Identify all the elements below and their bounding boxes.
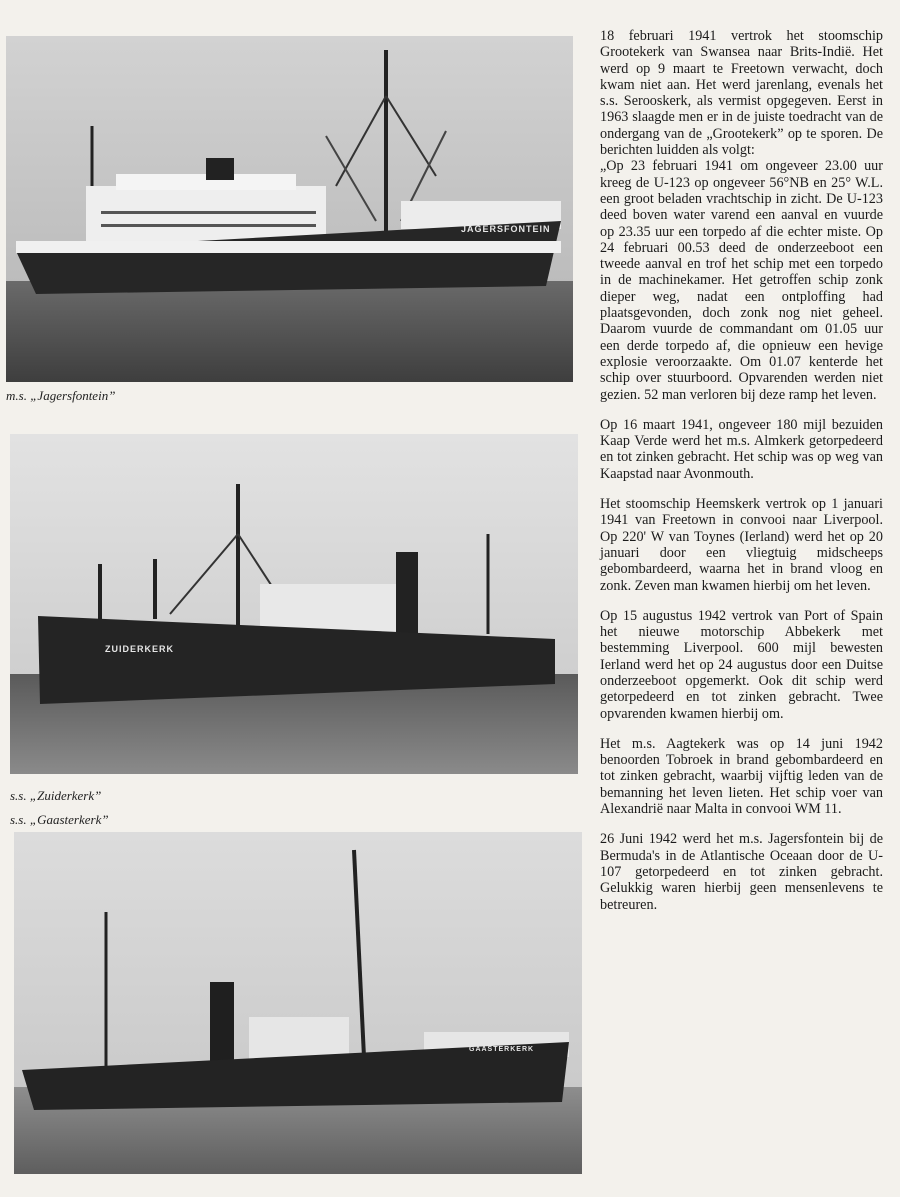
photo-jagersfontein (6, 36, 573, 382)
ship-illustration-gaasterkerk (14, 832, 582, 1174)
paragraph-aagtekerk: Het m.s. Aagtekerk was op 14 juni 1942 benoorden Tobroek in brand gebombardeerd en tot zinken gebracht, waarbij vijftig leden van de bemanning het leven lieten. Het schip voer van Alexandrië naar Malta in convooi WM 11. (600, 735, 883, 818)
article-text (600, 28, 883, 927)
caption-zuiderkerk: s.s. „Zuiderkerk” (10, 788, 102, 803)
paragraph-heemskerk: Het stoomschip Heemskerk vertrok op 1 januari 1941 van Freetown in convooi naar Liverpool. Op 220' W van Toynes (Ierland) werd het op 20 januari door een vliegtuig midscheeps gebombardeerd, waarna het in brand vloog en zonk. Zeven man kwamen hierbij om het leven. (600, 496, 883, 594)
photo-zuiderkerk (10, 434, 578, 774)
paragraph-grootekerk: 18 februari 1941 vertrok het stoomschip Grootekerk van Swansea naar Brits-Indië. Het werd op 9 maart te Freetown verwacht, doch kwam niet aan. Het werd jarenlang, evenals het s.s. Serooskerk, als vermist opgegeven. Eerst in 1963 slaagde men er in de juiste toedracht van de ondergang van de „Grootekerk” op te sporen. De berichten luidden als volgt: (600, 28, 883, 159)
photo-gaasterkerk (14, 832, 582, 1174)
hull-name-gaasterkerk: GAASTERKERK (469, 1046, 535, 1053)
ship-illustration-jagersfontein (6, 36, 573, 382)
paragraph-abbekerk: Op 15 augustus 1942 vertrok van Port of Spain het nieuwe motorschip Abbekerk met bestemming Liverpool. 600 mijl bewesten Ierland werd het op 24 augustus door een Duitse onderzeeboot opgemerkt. Ook dit schip werd getorpedeerd en tot zinken gebracht. Twee opvarenden kwamen hierbij om. (600, 607, 883, 722)
caption-gaasterkerk: s.s. „Gaasterkerk” (10, 812, 109, 827)
caption-jagersfontein: m.s. „Jagersfontein” (6, 388, 116, 403)
paragraph-almkerk: Op 16 maart 1941, ongeveer 180 mijl bezuiden Kaap Verde werd het m.s. Almkerk getorpedeerd en tot zinken gebracht. Het schip was op weg van Kaapstad naar Avonmouth. (600, 416, 883, 482)
ship-illustration-zuiderkerk (10, 434, 578, 774)
hull-name-jagersfontein: JAGERSFONTEIN (461, 224, 551, 234)
hull-name-zuiderkerk: ZUIDERKERK (105, 644, 175, 654)
paragraph-u123-report: „Op 23 februari 1941 om ongeveer 23.00 uur kreeg de U-123 op ongeveer 56°NB en 25° W.L. een groot beladen vrachtschip in zicht. De U-123 deed boven water varend een aanval en vuurde op 23.35 uur een torpedo af die echter miste. Op 24 februari 00.53 deed de onderzeeboot een tweede aanval en trof het schip met een torpedo in de machinekamer. Het getroffen schip zonk dieper weg, nadat een ontploffing had plaatsgevonden, doch zonk nog niet geheel. Daarom vuurde de commandant om 01.05 uur een derde torpedo af, die opnieuw een hevige explosie veroorzaakte. Om 01.07 kenterde het schip over stuurboord. Opvarenden werden niet gezien. 52 man verloren bij deze ramp het leven. (600, 158, 883, 403)
paragraph-jagersfontein: 26 Juni 1942 werd het m.s. Jagersfontein bij de Bermuda's in de Atlantische Oceaan door de U-107 getorpedeerd en tot zinken gebracht. Gelukkig waren hierbij geen mensenlevens te betreuren. (600, 831, 883, 913)
